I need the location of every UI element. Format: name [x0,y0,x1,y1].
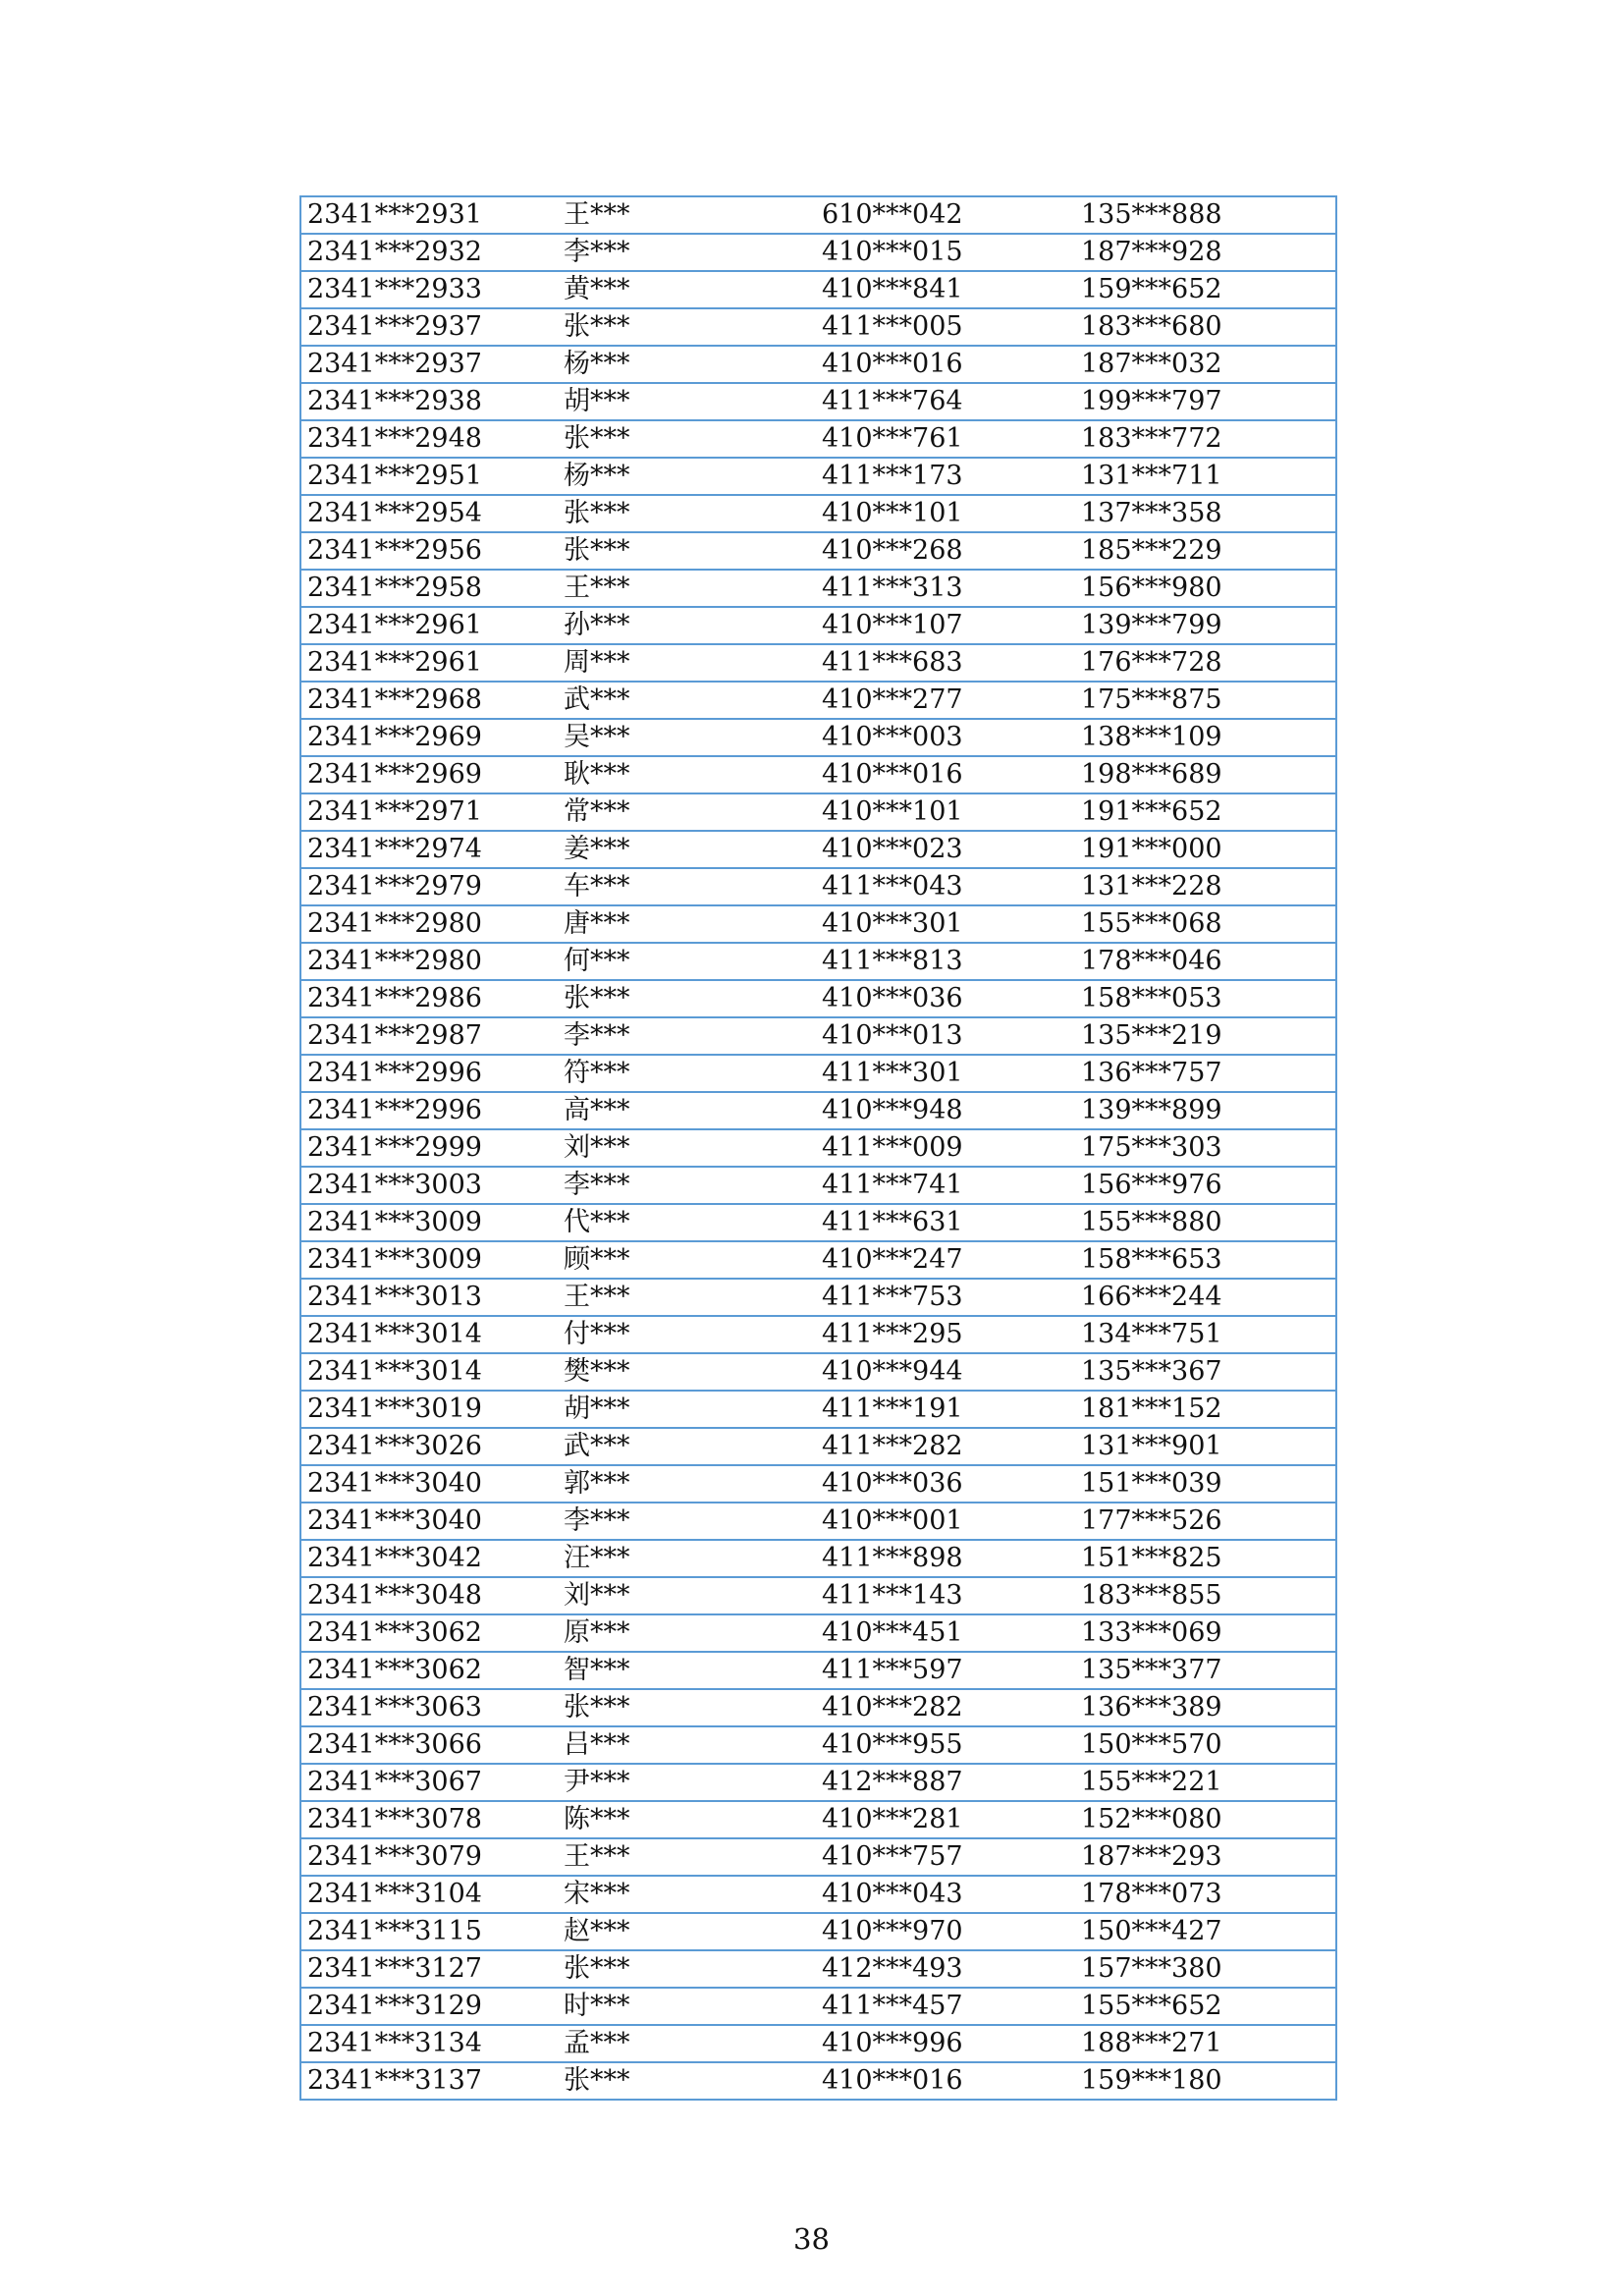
phone-cell: 155***221 [1075,1764,1336,1801]
table-row [300,346,1336,383]
id-cell: 2341***3063 [300,1689,558,1726]
id-number-cell: 412***493 [816,1950,1075,1988]
name-cell: 李*** [558,1017,816,1055]
id-number-cell: 410***761 [816,420,1075,458]
id-number-cell: 410***301 [816,905,1075,943]
id-number-cell: 411***143 [816,1577,1075,1614]
table-row [300,1316,1336,1353]
id-number-cell: 410***451 [816,1614,1075,1652]
id-number-cell: 410***043 [816,1876,1075,1913]
name-cell: 李*** [558,1503,816,1540]
name-cell: 赵*** [558,1913,816,1950]
name-cell: 武*** [558,682,816,719]
name-cell: 张*** [558,532,816,570]
phone-cell: 183***772 [1075,420,1336,458]
phone-cell: 156***976 [1075,1167,1336,1204]
name-cell: 时*** [558,1988,816,2025]
name-cell: 胡*** [558,383,816,420]
name-cell: 杨*** [558,346,816,383]
name-cell: 王*** [558,570,816,607]
name-cell: 李*** [558,234,816,271]
phone-cell: 133***069 [1075,1614,1336,1652]
id-number-cell: 410***003 [816,719,1075,756]
name-cell: 代*** [558,1204,816,1241]
phone-cell: 191***000 [1075,831,1336,868]
table-row [300,1764,1336,1801]
table-row [300,2062,1336,2100]
id-cell: 2341***2958 [300,570,558,607]
id-number-cell: 411***005 [816,308,1075,346]
table-row [300,1092,1336,1129]
table-row [300,1465,1336,1503]
table-row [300,1204,1336,1241]
table-row [300,1614,1336,1652]
phone-cell: 150***570 [1075,1726,1336,1764]
id-number-cell: 410***001 [816,1503,1075,1540]
phone-cell: 134***751 [1075,1316,1336,1353]
name-cell: 周*** [558,644,816,682]
id-number-cell: 412***887 [816,1764,1075,1801]
table-row [300,644,1336,682]
table-row [300,831,1336,868]
id-cell: 2341***3013 [300,1279,558,1316]
id-cell: 2341***3019 [300,1391,558,1428]
name-cell: 胡*** [558,1391,816,1428]
id-number-cell: 410***996 [816,2025,1075,2062]
name-cell: 陈*** [558,1801,816,1838]
phone-cell: 159***180 [1075,2062,1336,2100]
phone-cell: 185***229 [1075,532,1336,570]
id-number-cell: 410***247 [816,1241,1075,1279]
phone-cell: 131***901 [1075,1428,1336,1465]
table-row [300,234,1336,271]
id-number-cell: 410***107 [816,607,1075,644]
id-cell: 2341***2969 [300,719,558,756]
phone-cell: 151***039 [1075,1465,1336,1503]
id-cell: 2341***3115 [300,1913,558,1950]
id-cell: 2341***2961 [300,644,558,682]
id-cell: 2341***2999 [300,1129,558,1167]
name-cell: 李*** [558,1167,816,1204]
name-cell: 高*** [558,1092,816,1129]
id-cell: 2341***3127 [300,1950,558,1988]
id-cell: 2341***3134 [300,2025,558,2062]
roster-table-body [300,196,1336,2100]
id-number-cell: 411***631 [816,1204,1075,1241]
name-cell: 樊*** [558,1353,816,1391]
phone-cell: 187***293 [1075,1838,1336,1876]
name-cell: 姜*** [558,831,816,868]
id-number-cell: 410***015 [816,234,1075,271]
table-row [300,532,1336,570]
name-cell: 常*** [558,793,816,831]
id-cell: 2341***3040 [300,1503,558,1540]
name-cell: 张*** [558,308,816,346]
table-row [300,1503,1336,1540]
id-number-cell: 410***268 [816,532,1075,570]
id-number-cell: 410***757 [816,1838,1075,1876]
phone-cell: 175***875 [1075,682,1336,719]
phone-cell: 152***080 [1075,1801,1336,1838]
name-cell: 唐*** [558,905,816,943]
id-cell: 2341***3003 [300,1167,558,1204]
phone-cell: 198***689 [1075,756,1336,793]
id-number-cell: 411***173 [816,458,1075,495]
table-row [300,1167,1336,1204]
id-number-cell: 410***281 [816,1801,1075,1838]
table-row [300,1913,1336,1950]
phone-cell: 155***880 [1075,1204,1336,1241]
name-cell: 刘*** [558,1577,816,1614]
id-number-cell: 411***597 [816,1652,1075,1689]
table-row [300,1988,1336,2025]
name-cell: 黄*** [558,271,816,308]
phone-cell: 136***757 [1075,1055,1336,1092]
id-number-cell: 410***101 [816,793,1075,831]
table-row [300,1577,1336,1614]
phone-cell: 151***825 [1075,1540,1336,1577]
phone-cell: 139***899 [1075,1092,1336,1129]
id-number-cell: 410***101 [816,495,1075,532]
phone-cell: 187***928 [1075,234,1336,271]
id-number-cell: 411***295 [816,1316,1075,1353]
id-cell: 2341***3078 [300,1801,558,1838]
id-number-cell: 410***948 [816,1092,1075,1129]
phone-cell: 158***653 [1075,1241,1336,1279]
table-row [300,420,1336,458]
phone-cell: 135***888 [1075,196,1336,234]
phone-cell: 191***652 [1075,793,1336,831]
phone-cell: 131***711 [1075,458,1336,495]
phone-cell: 188***271 [1075,2025,1336,2062]
id-number-cell: 411***313 [816,570,1075,607]
phone-cell: 150***427 [1075,1913,1336,1950]
id-cell: 2341***2937 [300,308,558,346]
id-number-cell: 610***042 [816,196,1075,234]
id-cell: 2341***3066 [300,1726,558,1764]
table-row [300,1801,1336,1838]
page-number: 38 [793,2222,830,2256]
id-number-cell: 411***753 [816,1279,1075,1316]
table-row [300,1055,1336,1092]
name-cell: 张*** [558,1689,816,1726]
id-cell: 2341***2931 [300,196,558,234]
name-cell: 武*** [558,1428,816,1465]
table-row [300,2025,1336,2062]
phone-cell: 183***855 [1075,1577,1336,1614]
name-cell: 吕*** [558,1726,816,1764]
id-cell: 2341***2969 [300,756,558,793]
id-cell: 2341***3042 [300,1540,558,1577]
phone-cell: 176***728 [1075,644,1336,682]
roster-table [299,195,1337,2101]
name-cell: 郭*** [558,1465,816,1503]
phone-cell: 157***380 [1075,1950,1336,1988]
phone-cell: 155***068 [1075,905,1336,943]
id-cell: 2341***2996 [300,1055,558,1092]
id-cell: 2341***3040 [300,1465,558,1503]
name-cell: 付*** [558,1316,816,1353]
id-cell: 2341***3104 [300,1876,558,1913]
name-cell: 汪*** [558,1540,816,1577]
id-cell: 2341***2980 [300,905,558,943]
id-cell: 2341***2979 [300,868,558,905]
name-cell: 张*** [558,495,816,532]
id-number-cell: 410***277 [816,682,1075,719]
name-cell: 宋*** [558,1876,816,1913]
name-cell: 车*** [558,868,816,905]
table-row [300,905,1336,943]
id-cell: 2341***2932 [300,234,558,271]
id-cell: 2341***3014 [300,1316,558,1353]
table-row [300,1838,1336,1876]
table-row [300,793,1336,831]
id-cell: 2341***2968 [300,682,558,719]
name-cell: 刘*** [558,1129,816,1167]
table-row [300,1726,1336,1764]
table-row [300,943,1336,980]
name-cell: 原*** [558,1614,816,1652]
table-row [300,495,1336,532]
id-cell: 2341***3048 [300,1577,558,1614]
phone-cell: 183***680 [1075,308,1336,346]
id-cell: 2341***2971 [300,793,558,831]
id-cell: 2341***2938 [300,383,558,420]
phone-cell: 178***073 [1075,1876,1336,1913]
phone-cell: 177***526 [1075,1503,1336,1540]
id-number-cell: 410***023 [816,831,1075,868]
table-row [300,570,1336,607]
id-number-cell: 411***764 [816,383,1075,420]
table-row [300,1540,1336,1577]
table-row [300,1279,1336,1316]
phone-cell: 181***152 [1075,1391,1336,1428]
id-number-cell: 410***016 [816,346,1075,383]
name-cell: 吴*** [558,719,816,756]
id-number-cell: 411***741 [816,1167,1075,1204]
id-number-cell: 410***036 [816,980,1075,1017]
table-row [300,719,1336,756]
table-row [300,308,1336,346]
id-cell: 2341***2948 [300,420,558,458]
id-cell: 2341***2987 [300,1017,558,1055]
id-cell: 2341***3079 [300,1838,558,1876]
id-cell: 2341***2996 [300,1092,558,1129]
phone-cell: 135***219 [1075,1017,1336,1055]
id-cell: 2341***3067 [300,1764,558,1801]
table-row [300,1241,1336,1279]
id-cell: 2341***2961 [300,607,558,644]
table-row [300,1652,1336,1689]
table-row [300,1689,1336,1726]
id-cell: 2341***2986 [300,980,558,1017]
table-row [300,383,1336,420]
table-row [300,980,1336,1017]
phone-cell: 135***377 [1075,1652,1336,1689]
name-cell: 尹*** [558,1764,816,1801]
id-number-cell: 411***009 [816,1129,1075,1167]
phone-cell: 136***389 [1075,1689,1336,1726]
id-cell: 2341***2951 [300,458,558,495]
id-number-cell: 410***955 [816,1726,1075,1764]
phone-cell: 158***053 [1075,980,1336,1017]
name-cell: 杨*** [558,458,816,495]
id-number-cell: 410***944 [816,1353,1075,1391]
table-row [300,1353,1336,1391]
table-row [300,271,1336,308]
id-cell: 2341***3062 [300,1614,558,1652]
table-row [300,682,1336,719]
id-cell: 2341***2974 [300,831,558,868]
name-cell: 王*** [558,1279,816,1316]
id-cell: 2341***2937 [300,346,558,383]
name-cell: 智*** [558,1652,816,1689]
id-number-cell: 411***043 [816,868,1075,905]
phone-cell: 135***367 [1075,1353,1336,1391]
table-row [300,1428,1336,1465]
phone-cell: 137***358 [1075,495,1336,532]
id-number-cell: 411***301 [816,1055,1075,1092]
phone-cell: 138***109 [1075,719,1336,756]
id-number-cell: 411***683 [816,644,1075,682]
id-number-cell: 410***036 [816,1465,1075,1503]
phone-cell: 156***980 [1075,570,1336,607]
table-row [300,756,1336,793]
id-number-cell: 411***282 [816,1428,1075,1465]
phone-cell: 131***228 [1075,868,1336,905]
name-cell: 符*** [558,1055,816,1092]
table-row [300,1391,1336,1428]
table-row [300,1876,1336,1913]
table-row [300,868,1336,905]
id-cell: 2341***2954 [300,495,558,532]
id-number-cell: 411***457 [816,1988,1075,2025]
id-cell: 2341***2980 [300,943,558,980]
table-row [300,196,1336,234]
table-row [300,1950,1336,1988]
id-cell: 2341***3026 [300,1428,558,1465]
id-cell: 2341***3062 [300,1652,558,1689]
id-number-cell: 411***898 [816,1540,1075,1577]
table-row [300,1017,1336,1055]
name-cell: 王*** [558,1838,816,1876]
name-cell: 张*** [558,420,816,458]
phone-cell: 159***652 [1075,271,1336,308]
id-cell: 2341***3009 [300,1204,558,1241]
id-number-cell: 410***841 [816,271,1075,308]
id-number-cell: 410***013 [816,1017,1075,1055]
phone-cell: 199***797 [1075,383,1336,420]
id-cell: 2341***2956 [300,532,558,570]
id-number-cell: 411***191 [816,1391,1075,1428]
table-row [300,607,1336,644]
name-cell: 张*** [558,2062,816,2100]
name-cell: 王*** [558,196,816,234]
name-cell: 耿*** [558,756,816,793]
table-row [300,1129,1336,1167]
name-cell: 张*** [558,1950,816,1988]
phone-cell: 166***244 [1075,1279,1336,1316]
id-number-cell: 411***813 [816,943,1075,980]
phone-cell: 187***032 [1075,346,1336,383]
id-number-cell: 410***282 [816,1689,1075,1726]
id-cell: 2341***3014 [300,1353,558,1391]
phone-cell: 155***652 [1075,1988,1336,2025]
id-cell: 2341***3129 [300,1988,558,2025]
id-cell: 2341***2933 [300,271,558,308]
table-row [300,458,1336,495]
name-cell: 孙*** [558,607,816,644]
name-cell: 顾*** [558,1241,816,1279]
phone-cell: 178***046 [1075,943,1336,980]
id-cell: 2341***3137 [300,2062,558,2100]
id-number-cell: 410***016 [816,756,1075,793]
name-cell: 孟*** [558,2025,816,2062]
phone-cell: 175***303 [1075,1129,1336,1167]
id-cell: 2341***3009 [300,1241,558,1279]
phone-cell: 139***799 [1075,607,1336,644]
id-number-cell: 410***970 [816,1913,1075,1950]
name-cell: 张*** [558,980,816,1017]
id-number-cell: 410***016 [816,2062,1075,2100]
name-cell: 何*** [558,943,816,980]
